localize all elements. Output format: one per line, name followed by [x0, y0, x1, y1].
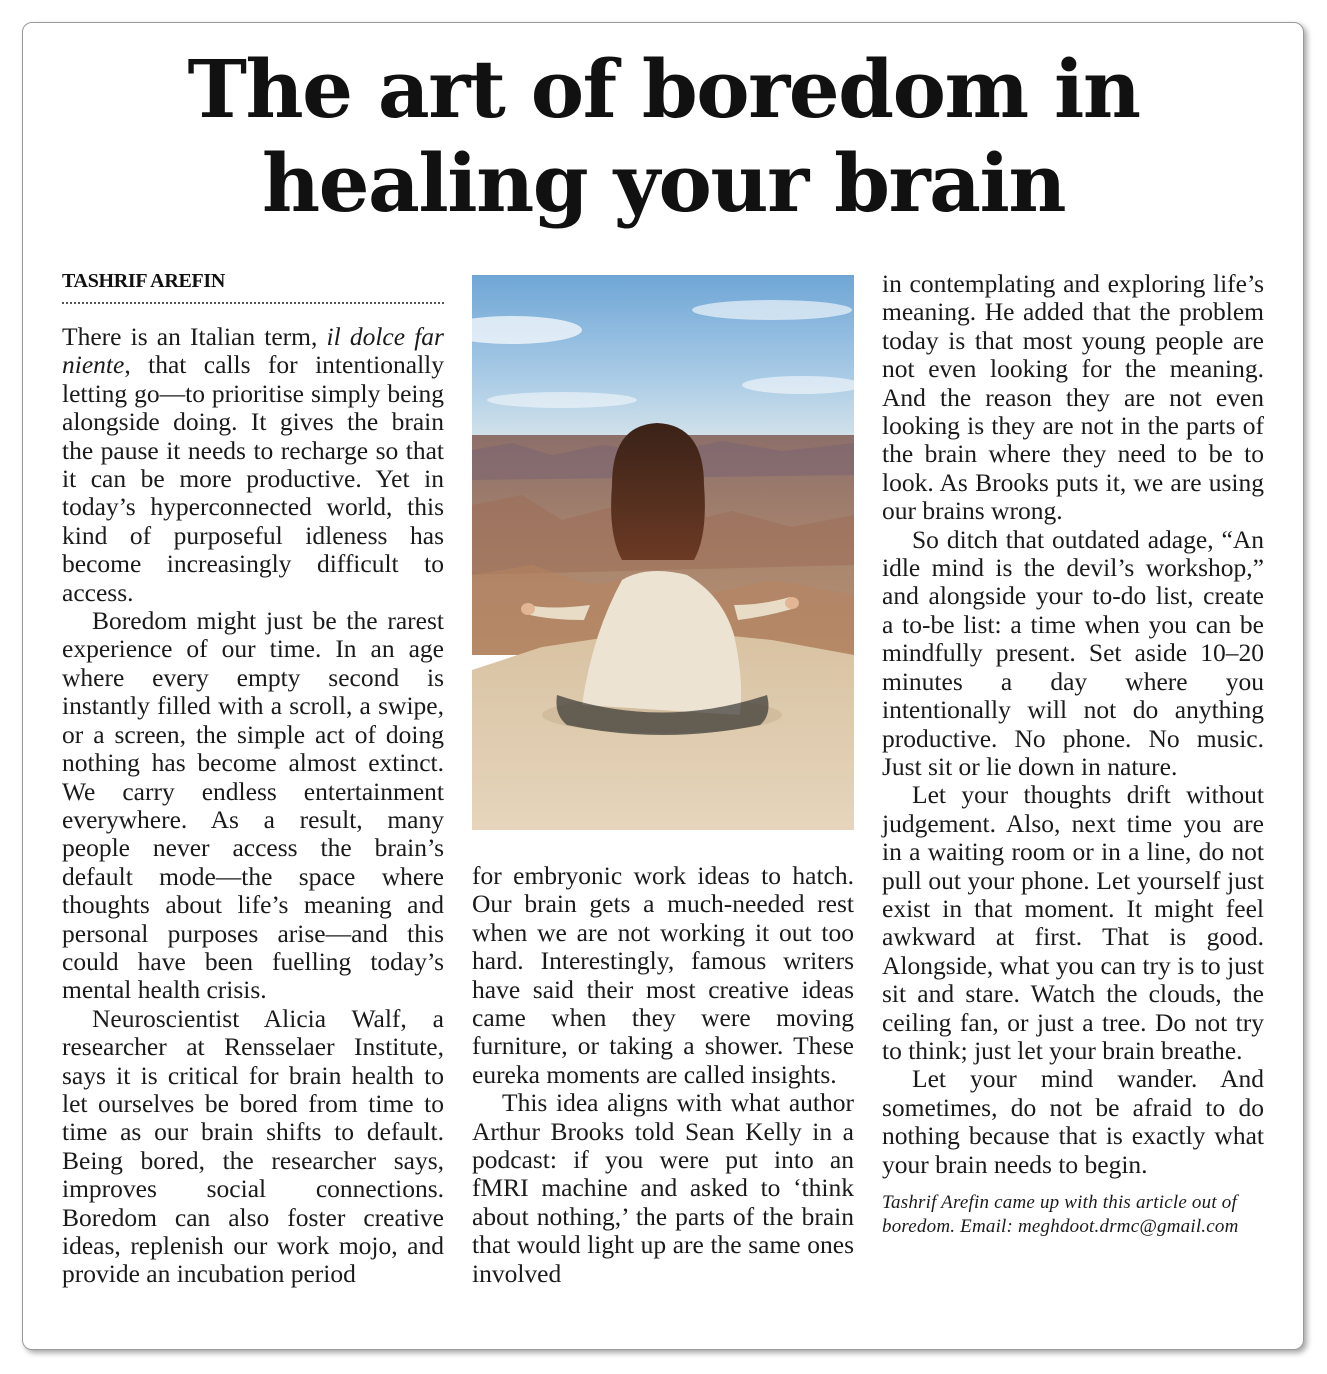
- article-column-2: [472, 862, 854, 1288]
- article-column-3: [882, 270, 1264, 1239]
- headline-line-2: healing your brain: [261, 136, 1066, 230]
- article-headline: [0, 42, 1327, 230]
- headline-line-1: The art of boredom in: [187, 42, 1140, 136]
- column3-paragraph-2: So ditch that outdated adage, “An idle mind is the devil’s workshop,” and alongside your to-do list, create a to-be list: a time when you can be mindfully present. Set aside 10–20 minutes a day where you intentionally will not do anything productive. No phone. No music. Just sit or lie down in nature.: [882, 524, 1264, 781]
- column2-paragraph-1: for embryonic work ideas to hatch. Our brain gets a much-needed rest when we are not working it out too hard. Interestingly, famous writers have said their most creative ideas came when they were moving furniture, or taking a shower. These eureka moments are called insights.: [472, 861, 854, 1089]
- author-byline: TASHRIF AREFIN: [62, 270, 444, 304]
- column3-paragraph-3: Let your thoughts drift without judgement. Also, next time you are in a waiting room or in a line, do not pull out your phone. Let yourself just exist in that moment. It might feel awkward at first. That is good. Alongside, what you can try is to just sit and stare. Watch the clouds, the ceiling fan, or just a tree. Do not try to think; just let your brain breathe.: [882, 780, 1264, 1065]
- author-footnote: Tashrif Arefin came up with this article out of boredom. Email: meghdoot.drmc@gmail.com: [882, 1192, 1239, 1237]
- article-column-1: [62, 323, 444, 1289]
- column1-paragraph-2: Boredom might just be the rarest experience of our time. In an age where every empty second is instantly filled with a scroll, a swipe, or a screen, the simple act of doing nothing has become almost extinct. We carry endless entertainment everywhere. As a result, many people never access the brain’s default mode—the space where thoughts about life’s meaning and personal purposes arise—and this could have been fuelling today’s mental health crisis.: [62, 606, 444, 1005]
- column3-paragraph-1: in contemplating and exploring life’s meaning. He added that the problem today is that most young people are not even looking for the meaning. And the reason they are not even looking is they are not in the parts of the brain where they need to be to look. As Brooks puts it, we are using our brains wrong.: [882, 269, 1264, 526]
- column3-paragraph-4: Let your mind wander. And sometimes, do not be afraid to do nothing because that is exactly what your brain needs to begin.: [882, 1064, 1264, 1179]
- woman-meditating-photo: [472, 275, 854, 830]
- column1-paragraph-3: Neuroscientist Alicia Walf, a researcher at Rensselaer Institute, says it is critical for brain health to let ourselves be bored from time to time as our brain shifts to default. Being bored, the researcher says, improves social connections. Boredom can also foster creative ideas, replenish our work mojo, and provide an incubation period: [62, 1003, 444, 1289]
- italian-term: il dolce far niente: [62, 322, 444, 380]
- column1-paragraph-1: There is an Italian term, il dolce far niente, that calls for intentionally letting go—to prioritise simply being alongside doing. It gives the brain the pause it needs to recharge so that it can be more productive. Yet in today’s hyperconnected world, this kind of purposeful idleness has become increasingly difficult to access.: [62, 322, 444, 607]
- column2-paragraph-2: This idea aligns with what author Arthur Brooks told Sean Kelly in a podcast: if you were put into an fMRI machine and asked to ‘think about nothing,’ the parts of the brain that would light up are the same ones involved: [472, 1088, 854, 1288]
